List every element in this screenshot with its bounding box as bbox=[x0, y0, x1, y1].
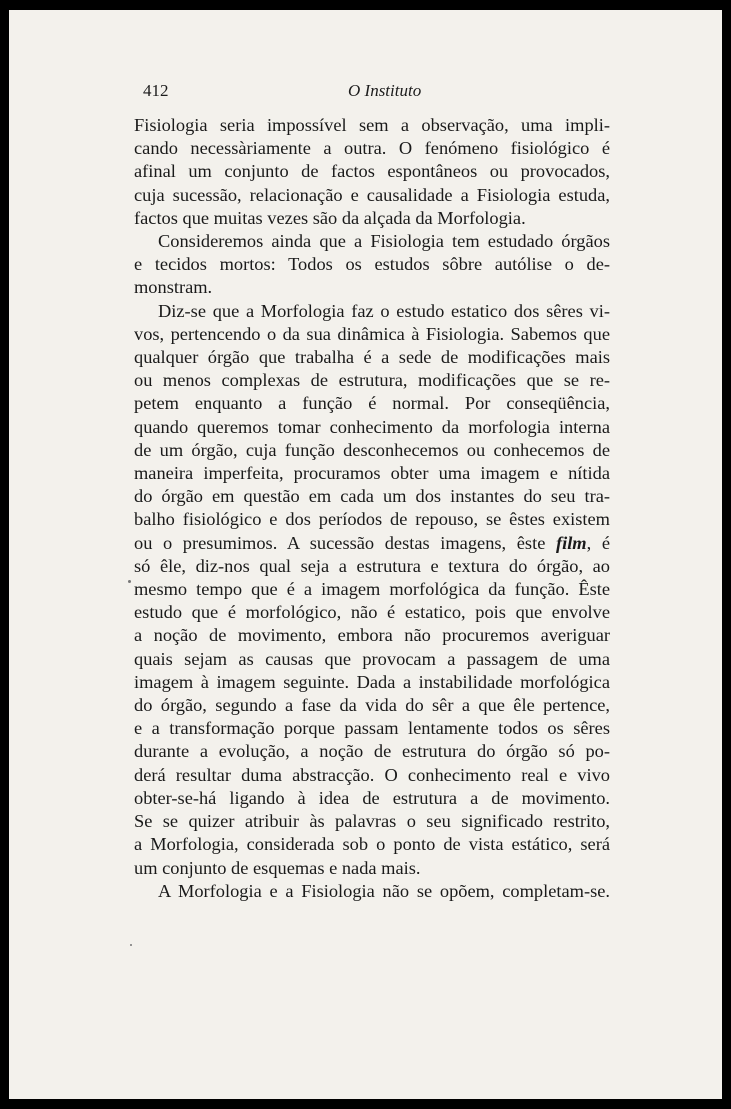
text-line: mesmo tempo que é a imagem morfológica da função. Êste bbox=[134, 579, 610, 600]
text-line: Consideremos ainda que a Fisiologia tem estudado órgãos bbox=[158, 231, 610, 252]
text-line: imagem à imagem seguinte. Dada a instabilidade morfológica bbox=[134, 671, 610, 692]
text-line: a noção de movimento, embora não procuremos averiguar bbox=[134, 625, 610, 646]
text-line: ou menos complexas de estrutura, modificações que se re- bbox=[134, 370, 610, 391]
text-line-with-film bbox=[134, 532, 610, 555]
text-line: factos que muitas vezes são da alçada da Morfologia. bbox=[134, 207, 526, 228]
text-line: e a transformação porque passam lentamente todos os sêres bbox=[134, 718, 610, 739]
text-line: um conjunto de esquemas e nada mais. bbox=[134, 857, 421, 878]
text-line: a Morfologia, considerada sob o ponto de vista estático, será bbox=[134, 834, 610, 855]
scan-speck bbox=[128, 580, 131, 583]
text-line: e tecidos mortos: Todos os estudos sôbre autólise o de- bbox=[134, 254, 610, 275]
text-line: maneira imperfeita, procuramos obter uma imagem e nítida bbox=[134, 463, 610, 484]
running-title: O Instituto bbox=[348, 81, 422, 100]
text-line: só êle, diz-nos qual seja a estrutura e textura do órgão, ao bbox=[134, 555, 610, 576]
text-line: Se se quizer atribuir às palavras o seu significado restrito, bbox=[134, 811, 610, 832]
text-line: quando queremos tomar conhecimento da morfologia interna bbox=[134, 416, 610, 437]
text-line: Diz-se que a Morfologia faz o estudo estatico dos sêres vi- bbox=[158, 300, 610, 321]
page-number: 412 bbox=[143, 81, 169, 100]
text-line: qualquer órgão que trabalha é a sede de modificações mais bbox=[134, 347, 610, 368]
paragraph-3 bbox=[134, 300, 610, 880]
text-line: durante a evolução, a noção de estrutura do órgão só po- bbox=[134, 741, 610, 762]
text-line: balho fisiológico e dos períodos de repouso, se êstes existem bbox=[134, 509, 610, 530]
paragraph-2 bbox=[134, 230, 610, 300]
text-line: petem enquanto a função é normal. Por conseqüência, bbox=[134, 393, 610, 414]
text-line: obter-se-há ligando à idea de estrutura a de movimento. bbox=[134, 787, 610, 808]
film-word: film bbox=[555, 532, 587, 553]
paragraph-4 bbox=[134, 880, 610, 903]
page-header bbox=[143, 81, 603, 103]
text-segment: ou o presumimos. A sucessão destas imagens, êste bbox=[134, 532, 546, 553]
paragraph-1 bbox=[134, 114, 610, 230]
text-line: afinal um conjunto de factos espontâneos ou provocados, bbox=[134, 161, 610, 182]
text-line: A Morfologia e a Fisiologia não se opõem, completam-se. bbox=[158, 880, 610, 901]
text-line: estudo que é morfológico, não é estatico, pois que envolve bbox=[134, 602, 610, 623]
text-line: do órgão, segundo a fase da vida do sêr a que êle pertence, bbox=[134, 695, 610, 716]
text-line: derá resultar duma abstracção. O conhecimento real e vivo bbox=[134, 764, 610, 785]
text-line: cuja sucessão, relacionação e causalidade a Fisiologia estuda, bbox=[134, 184, 610, 205]
text-line: quais sejam as causas que provocam a passagem de uma bbox=[134, 648, 610, 669]
text-line: vos, pertencendo o da sua dinâmica à Fisiologia. Sabemos que bbox=[134, 323, 610, 344]
text-line: monstram. bbox=[134, 277, 213, 298]
text-line: do órgão em questão em cada um dos instantes do seu tra- bbox=[134, 486, 610, 507]
scan-speck bbox=[130, 944, 132, 946]
text-line: de um órgão, cuja função desconhecemos ou conhecemos de bbox=[134, 439, 610, 460]
text-line: Fisiologia seria impossível sem a observação, uma impli- bbox=[134, 115, 610, 135]
text-segment: , é bbox=[586, 532, 610, 553]
body-text bbox=[134, 114, 610, 903]
text-line: cando necessàriamente a outra. O fenómeno fisiológico é bbox=[134, 138, 610, 159]
